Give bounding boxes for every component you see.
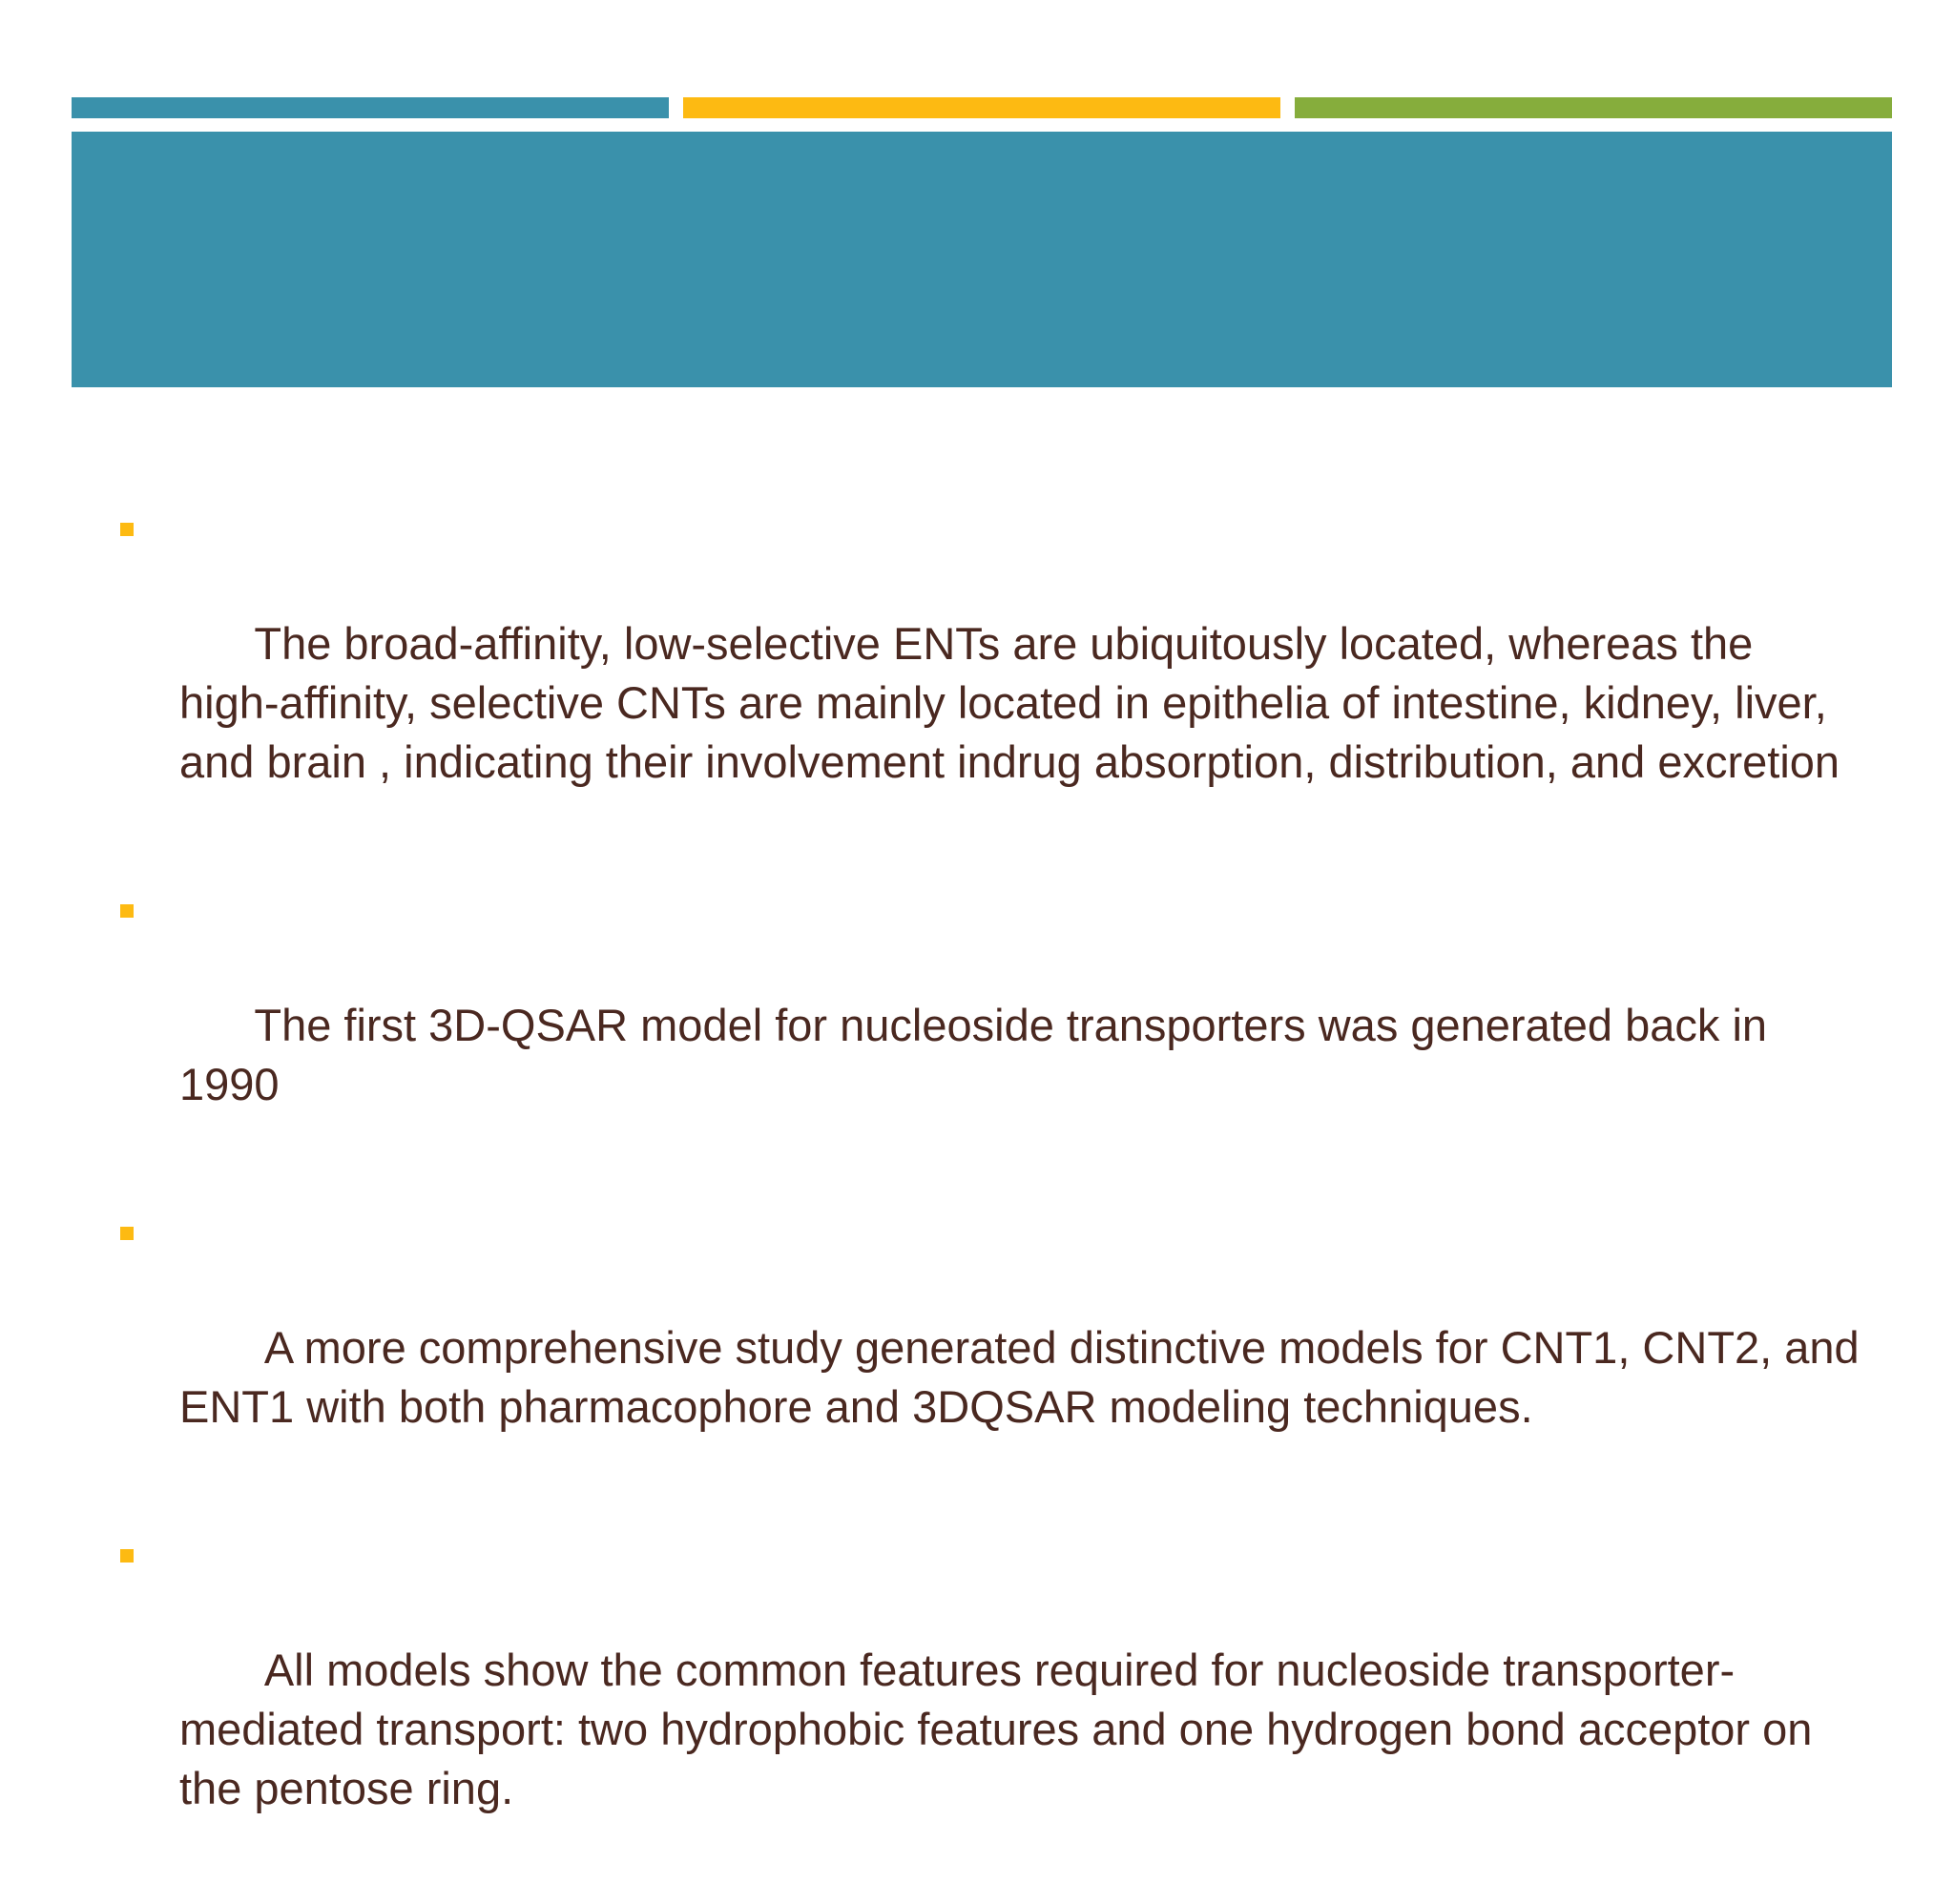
bullet-item <box>114 496 1860 851</box>
bullet-item <box>114 1200 1872 1496</box>
title-band <box>72 132 1892 387</box>
bullet-text: A more comprehensive study generated distinctive models for CNT1, CNT2, and ENT1 with both pharmacophore and 3DQSAR modeling techniques. <box>179 1322 1872 1432</box>
square-bullet-icon <box>120 904 134 918</box>
square-bullet-icon <box>120 523 134 536</box>
accent-stripe-teal <box>72 97 669 118</box>
accent-stripe-green <box>1295 97 1892 118</box>
square-bullet-icon <box>120 1227 134 1240</box>
bullet-list <box>114 496 1872 1904</box>
bullet-item <box>114 1522 1860 1877</box>
square-bullet-icon <box>120 1549 134 1563</box>
accent-stripe-yellow <box>683 97 1280 118</box>
bullet-text: The broad-affinity, low-selective ENTs are ubiquitously located, whereas the high-affinity, selective CNTs are mainly located in epithelia of intestine, kidney, liver, and brain , indicating their involvement indrug absorption, distribution, and excretion <box>179 618 1840 787</box>
bullet-item <box>114 878 1860 1173</box>
bullet-text: All models show the common features required for nucleoside transporter-mediated transport: two hydrophobic features and one hydrogen bond acceptor on the pentose ring. <box>179 1645 1825 1813</box>
bullet-text: The first 3D-QSAR model for nucleoside transporters was generated back in 1990 <box>179 1000 1780 1109</box>
